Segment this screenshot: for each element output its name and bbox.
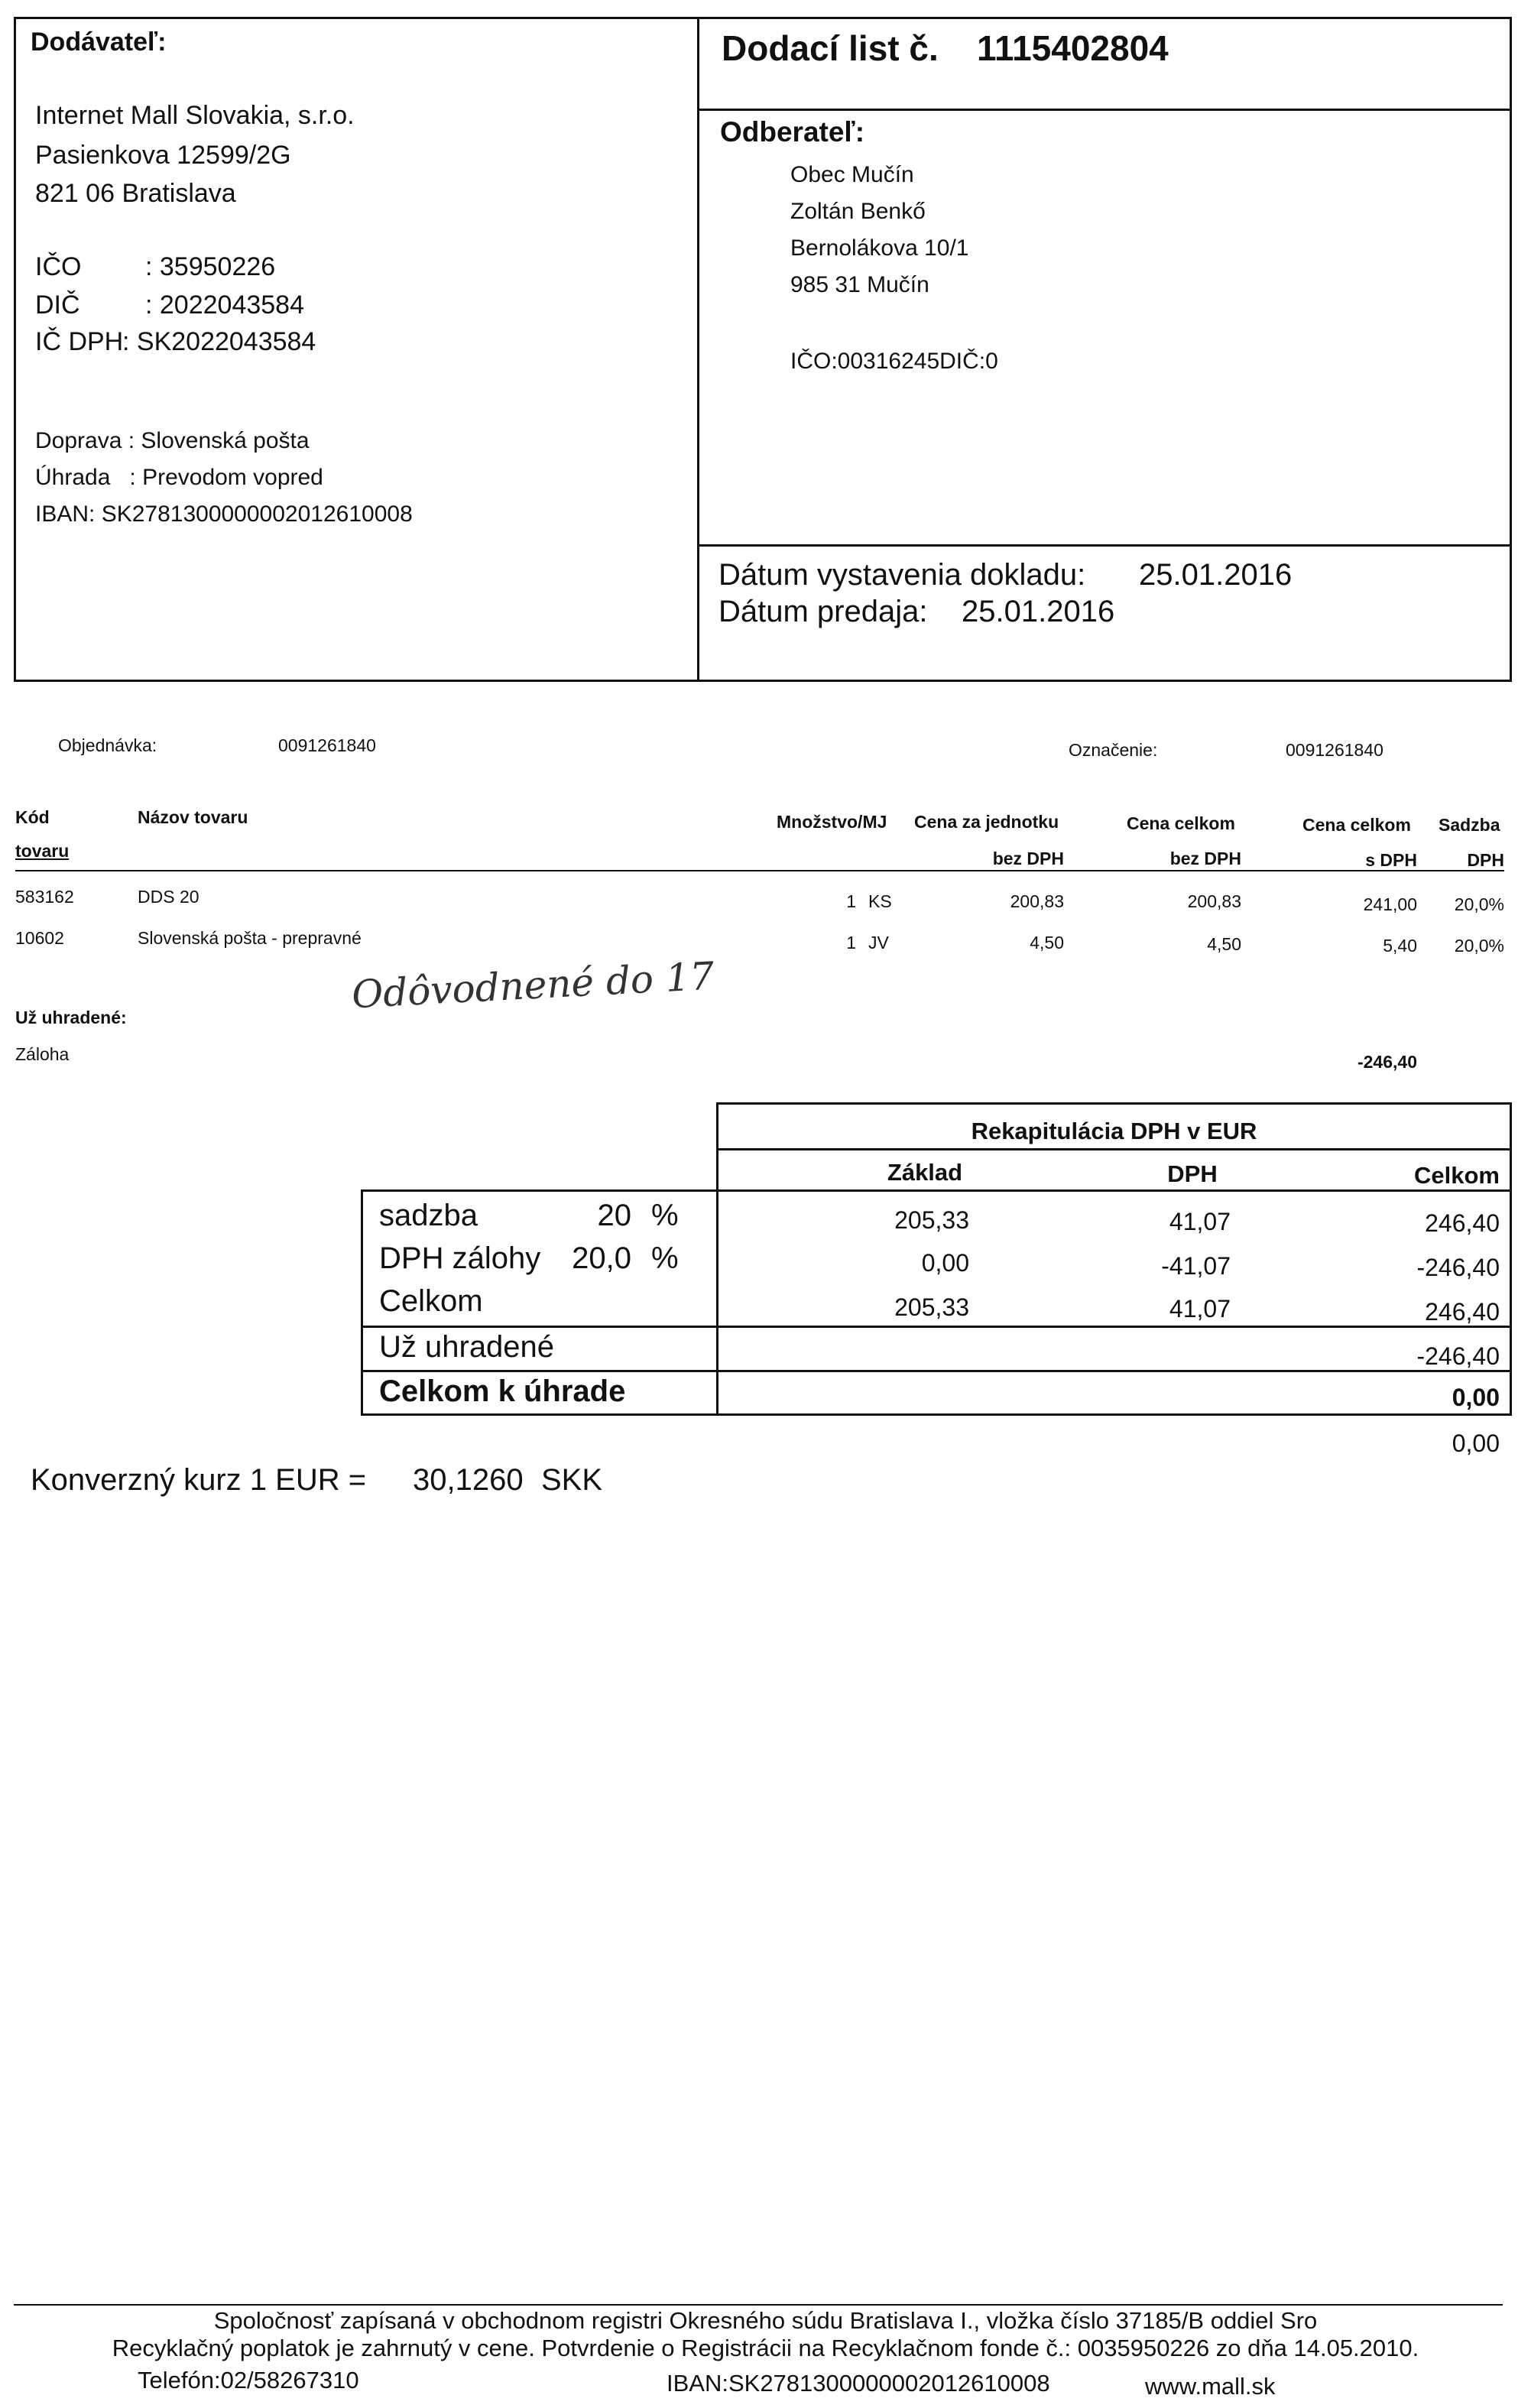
col-rate-2: DPH — [1467, 850, 1504, 870]
conversion-currency: SKK — [541, 1463, 603, 1497]
recap-row-total: 246,40 — [1425, 1298, 1500, 1326]
table-row-qty: 1 — [846, 891, 856, 911]
recap-row-total: 246,40 — [1425, 1209, 1500, 1237]
sale-date-value: 25.01.2016 — [962, 595, 1115, 628]
table-row-gross: 241,00 — [1363, 894, 1417, 914]
supplier-dic-value: : 2022043584 — [145, 290, 304, 320]
table-row-price: 200,83 — [1010, 891, 1064, 911]
col-total-2: bez DPH — [1169, 849, 1241, 868]
recap-row-label: DPH zálohy — [379, 1241, 541, 1275]
supplier-name: Internet Mall Slovakia, s.r.o. — [35, 101, 355, 130]
sale-date-label: Dátum predaja: — [718, 595, 928, 628]
summary-bottom-line — [361, 1413, 718, 1416]
mark-label: Označenie: — [1069, 740, 1158, 760]
order-value: 0091261840 — [278, 735, 376, 755]
items-header-line — [15, 870, 1504, 871]
customer-ids: IČO:00316245DIČ:0 — [790, 349, 998, 374]
footer-line1: Spoločnosť zapísaná v obchodnom registri Okresného súdu Bratislava I., vložka číslo 37185/B oddiel Sro — [213, 2307, 1318, 2334]
issue-date-label: Dátum vystavenia dokladu: — [718, 558, 1086, 592]
table-row-code: 583162 — [15, 887, 74, 907]
summary-top-line — [361, 1189, 1512, 1192]
customer-city: 985 31 Mučín — [790, 272, 929, 297]
recap-total-line — [361, 1326, 1512, 1328]
supplier-city: 821 06 Bratislava — [35, 179, 236, 208]
table-row-unit: JV — [868, 933, 889, 952]
recap-row-pct: 20 — [597, 1199, 631, 1232]
handwritten-note: Odôvodnené do 17 — [350, 953, 715, 1017]
col-total-1: Cena celkom — [1127, 813, 1235, 833]
table-row-qty: 1 — [846, 933, 856, 952]
order-label: Objednávka: — [58, 735, 157, 755]
supplier-dic-label: DIČ — [35, 290, 80, 320]
table-row-name: DDS 20 — [138, 887, 199, 907]
recap-due-value: 0,00 — [1452, 1384, 1500, 1411]
summary-left-line — [361, 1189, 363, 1416]
paid-label: Už uhradené: — [15, 1008, 127, 1027]
table-row-total: 200,83 — [1187, 891, 1241, 911]
table-row-price: 4,50 — [1030, 933, 1064, 952]
table-row-rate: 20,0% — [1454, 894, 1504, 914]
table-row-name: Slovenská pošta - prepravné — [138, 928, 362, 948]
recap-row-label: Celkom — [379, 1284, 483, 1318]
customer-heading: Odberateľ: — [720, 116, 865, 148]
conversion-value: 30,1260 — [413, 1463, 524, 1497]
col-gross-2: s DPH — [1365, 850, 1417, 870]
table-row-code: 10602 — [15, 928, 64, 948]
col-unit-1: Cena za jednotku — [914, 812, 1059, 832]
recap-top-line — [716, 1102, 1512, 1105]
recap-col-total: Celkom — [1414, 1162, 1500, 1189]
supplier-street: Pasienkova 12599/2G — [35, 141, 291, 170]
conversion-label: Konverzný kurz 1 EUR = — [31, 1463, 367, 1497]
supplier-payment: Úhrada : Prevodom vopred — [35, 465, 323, 490]
delivery-note-title: Dodací list č. — [722, 28, 939, 68]
advance-label: Záloha — [15, 1044, 70, 1064]
recap-col-base: Základ — [887, 1159, 963, 1186]
col-unit-2: bez DPH — [992, 849, 1064, 868]
supplier-ico-value: : 35950226 — [145, 252, 276, 281]
customer-name: Obec Mučín — [790, 162, 914, 187]
recap-row-base: 0,00 — [921, 1249, 969, 1277]
table-row-total: 4,50 — [1207, 934, 1241, 954]
supplier-transport: Doprava : Slovenská pošta — [35, 428, 310, 453]
recap-due-label: Celkom k úhrade — [379, 1374, 626, 1408]
issue-date-value: 25.01.2016 — [1139, 558, 1293, 592]
recap-row-total: -246,40 — [1416, 1254, 1500, 1281]
title-underline — [697, 109, 1512, 111]
recap-row-base: 205,33 — [894, 1293, 969, 1321]
recap-below-value: 0,00 — [1452, 1430, 1500, 1457]
recap-row-pct-sign: % — [651, 1199, 679, 1232]
recap-row-vat: 41,07 — [1169, 1295, 1231, 1322]
col-qty: Množstvo/MJ — [777, 812, 887, 832]
recap-paid-value: -246,40 — [1416, 1342, 1500, 1370]
recap-row-base: 205,33 — [894, 1206, 969, 1234]
mark-value: 0091261840 — [1286, 740, 1383, 760]
footer-iban: IBAN:SK2781300000002012610008 — [667, 2370, 1050, 2397]
recap-row-vat: -41,07 — [1161, 1252, 1231, 1280]
col-gross-1: Cena celkom — [1302, 815, 1411, 835]
footer-phone: Telefón:02/58267310 — [138, 2367, 359, 2393]
customer-person: Zoltán Benkő — [790, 199, 926, 224]
col-code-2: tovaru — [15, 841, 70, 861]
col-rate-1: Sadzba — [1439, 815, 1500, 835]
delivery-note-number: 1115402804 — [977, 28, 1169, 68]
footer-line2: Recyklačný poplatok je zahrnutý v cene. Potvrdenie o Registrácii na Recyklačnom fonde č.: 0035950226 zo dňa 14.05.2010. — [112, 2335, 1419, 2361]
recap-paid-label: Už uhradené — [379, 1330, 555, 1364]
col-name: Názov tovaru — [138, 807, 248, 827]
footer-line — [14, 2304, 1503, 2306]
recap-row-vat: 41,07 — [1169, 1208, 1231, 1235]
recap-row-pct-sign: % — [651, 1241, 679, 1275]
recap-title: Rekapitulácia DPH v EUR — [971, 1118, 1257, 1144]
dates-top-line — [697, 544, 1512, 547]
supplier-heading: Dodávateľ: — [31, 28, 167, 57]
header-divider — [697, 17, 699, 682]
supplier-icdph-label: IČ DPH — [35, 327, 124, 356]
recap-col-vat: DPH — [1167, 1160, 1218, 1187]
customer-street: Bernolákova 10/1 — [790, 235, 969, 261]
advance-value: -246,40 — [1357, 1052, 1417, 1072]
recap-row-label: sadzba — [379, 1199, 478, 1232]
supplier-ico-label: IČO — [35, 252, 82, 281]
recap-title-line — [716, 1148, 1512, 1150]
col-code-1: Kód — [15, 807, 50, 827]
table-row-unit: KS — [868, 891, 892, 911]
table-row-rate: 20,0% — [1454, 936, 1504, 956]
recap-row-pct: 20,0 — [572, 1241, 631, 1275]
supplier-icdph-value: : SK2022043584 — [122, 327, 316, 356]
table-row-gross: 5,40 — [1383, 936, 1417, 956]
supplier-iban: IBAN: SK2781300000002012610008 — [35, 501, 413, 527]
footer-web: www.mall.sk — [1145, 2373, 1276, 2400]
